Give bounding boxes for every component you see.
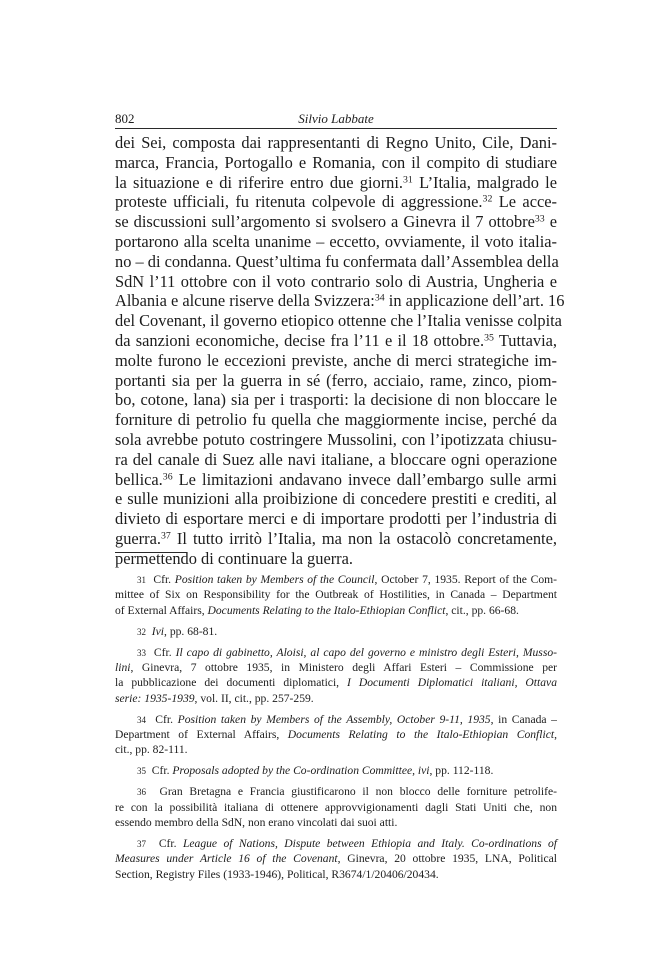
footnote-line-text: mittee of Six on Responsibility for the Outbreak of Hostilities, in Canada – Department [115, 588, 557, 602]
body-line-text: proteste ufficiali, fu ritenuta colpevole di aggressione. [115, 192, 483, 212]
body-line-text: molte furono le eccezioni previste, anche di merci strategiche im- [115, 350, 557, 370]
footnote-line-text: Cfr. League of Nations, Dispute between Ethiopia and Italy. Co-ordinations of [158, 836, 557, 850]
footnote-line [115, 572, 557, 587]
footnote-31 [115, 572, 557, 618]
footnote-line-text: Ivi, pp. 68-81. [151, 624, 218, 638]
footnote-line [115, 815, 557, 830]
body-line [115, 351, 557, 371]
body-line [115, 450, 557, 470]
body-line [115, 153, 557, 173]
footnote-line [115, 587, 557, 602]
footnote-line [115, 712, 557, 727]
body-line-text: Le acce- [492, 192, 557, 212]
footnote-ref[interactable]: 36 [162, 471, 173, 483]
footnote-number: 33 [137, 647, 146, 658]
footnote-34 [115, 712, 557, 758]
footnote-line [115, 800, 557, 815]
footnote-line [115, 675, 557, 690]
body-line-text: no – di condanna. Quest’ultima fu confermata dall’Assemblea della [115, 251, 559, 271]
footnote-ref[interactable]: 34 [374, 292, 385, 304]
body-line [115, 390, 557, 410]
body-line [115, 133, 557, 153]
footnote-line-text: Section, Registry Files (1933-1946), Political, R3674/1/20406/20434. [115, 867, 439, 881]
body-line-text: in applicazione dell’art. 16 [384, 291, 565, 311]
footnote-line [115, 603, 557, 618]
body-line-text: divieto di esportare merci e di importare prodotti per l’industria di [115, 509, 557, 529]
footnote-line [115, 624, 557, 639]
footnote-line-text: cit., pp. 82-111. [115, 743, 188, 757]
body-line-text: e [544, 212, 558, 232]
body-line-text: guerra. [115, 528, 161, 548]
footnote-ref[interactable]: 33 [534, 213, 545, 225]
footnote-line [115, 742, 557, 757]
footnote-number: 36 [137, 787, 146, 798]
footnote-line [115, 851, 557, 866]
footnote-ref[interactable]: 32 [482, 193, 493, 205]
footnote-line-text: Department of External Affairs, Documents Relating to the Italo-Ethiopian Conflict, [115, 728, 557, 742]
footnote-line [115, 836, 557, 851]
body-line [115, 291, 565, 311]
body-line-text: SdN l’11 ottobre con il voto contrario solo di Austria, Ungheria e [115, 271, 557, 291]
body-line [115, 252, 557, 272]
footnote-line-text: serie: 1935-1939, vol. II, cit., pp. 257-259. [115, 691, 314, 705]
footnote-number: 34 [137, 714, 146, 725]
footnote-line [115, 645, 557, 660]
body-line-text: Tuttavia, [493, 330, 558, 350]
footnote-line [115, 691, 557, 706]
body-line-text: la situazione e di riferire entro due giorni. [115, 172, 404, 192]
footnote-line-text: Cfr. Proposals adopted by the Co-ordination Committee, ivi, pp. 112-118. [151, 764, 494, 778]
footnote-line-text: lini, Ginevra, 7 ottobre 1935, in Ministero degli Affari Esteri – Commissione per [115, 660, 557, 674]
footnote-37 [115, 836, 557, 882]
body-line-text: marca, Francia, Portogallo e Romania, con il compito di studiare [115, 152, 557, 172]
body-line-text: da sanzioni economiche, decise fra l’11 e il 18 ottobre. [115, 330, 485, 350]
body-line [115, 529, 557, 549]
body-line [115, 430, 557, 450]
footnote-32 [115, 624, 557, 639]
footnote-line-text: la pubblicazione dei documenti diplomatici, I Documenti Diplomatici italiani, Ottava [115, 676, 557, 690]
body-line-text: portanti sia per la guerra in sé (ferro, acciaio, rame, zinco, piom- [115, 370, 557, 390]
footnote-line [115, 660, 557, 675]
body-line [115, 331, 557, 351]
footnote-number: 31 [137, 575, 146, 585]
footnote-line-text: Cfr. Il capo di gabinetto, Aloisi, al capo del governo e ministro degli Esteri, Musso- [153, 645, 557, 659]
footnote-line [115, 784, 557, 799]
footnote-number: 32 [137, 626, 146, 637]
footnote-number: 37 [137, 838, 146, 849]
body-line [115, 371, 557, 391]
footnote-line [115, 867, 557, 882]
footnote-line-text: Cfr. Position taken by Members of the Council, October 7, 1935. Report of the Com- [153, 573, 558, 586]
body-line-text: Albania e alcune riserve della Svizzera: [115, 291, 375, 311]
page-number: 802 [115, 111, 135, 126]
body-line-text: permettendo di continuare la guerra. [115, 548, 354, 568]
body-line-text: dei Sei, composta dai rappresentanti di Regno Unito, Cile, Dani- [115, 133, 557, 152]
body-line-text: e sulle munizioni alla proibizione di concedere prestiti e crediti, al [115, 489, 557, 509]
body-line [115, 470, 557, 490]
header-rule [115, 128, 557, 129]
body-line [115, 212, 557, 232]
body-line-text: Il tutto irritò l’Italia, ma non la ostacolò concretamente, [170, 528, 557, 548]
body-line-text: del Covenant, il governo etiopico ottenne che l’Italia venisse colpita [115, 311, 562, 331]
body-line [115, 509, 557, 529]
footnote-ref[interactable]: 31 [403, 174, 413, 186]
footnote-line-text: Cfr. Position taken by Members of the Assembly, October 9-11, 1935, in Canada – [155, 712, 557, 726]
footnote-line-text: essendo membro della SdN, non erano vincolati dai suoi atti. [115, 815, 398, 829]
footnote-separator [115, 552, 187, 553]
footnote-ref[interactable]: 37 [160, 530, 171, 542]
footnote-line [115, 763, 557, 778]
footnote-line-text: of External Affairs, Documents Relating to the Italo-Ethiopian Conflict, cit., pp. 66-68. [115, 603, 519, 617]
running-head [115, 111, 557, 127]
footnote-line [115, 727, 557, 742]
body-line [115, 489, 557, 509]
footnote-33 [115, 645, 557, 707]
body-line-text: Le limitazioni andavano invece dall’embargo sulle armi [172, 469, 557, 489]
body-line [115, 311, 562, 331]
body-line-text: forniture di petrolio fu quella che maggiormente incise, perché da [115, 410, 557, 430]
footnote-number: 35 [137, 766, 146, 777]
body-text [115, 133, 565, 569]
body-line [115, 173, 557, 193]
body-line-text: se discussioni sull’argomento si svolsero a Ginevra il 7 ottobre [115, 212, 535, 232]
footnote-35 [115, 763, 557, 778]
body-line-text: sola avrebbe potuto costringere Mussolini, con l’ipotizzata chiusu- [115, 429, 557, 449]
running-title: Silvio Labbate [298, 111, 374, 126]
footnote-line-text: Measures under Article 16 of the Covenant, Ginevra, 20 ottobre 1935, LNA, Political [115, 852, 557, 866]
body-line-text: bo, cotone, lana) sia per i trasporti: la decisione di non bloccare le [115, 390, 557, 410]
body-line [115, 232, 557, 252]
body-line [115, 272, 557, 292]
body-line-text: portarono alla scelta unanime – eccetto, ovviamente, il voto italia- [115, 231, 557, 251]
footnotes [115, 572, 557, 888]
body-line-text: bellica. [115, 469, 163, 489]
footnote-36 [115, 784, 557, 830]
body-line [115, 192, 557, 212]
footnote-ref[interactable]: 35 [484, 332, 494, 344]
footnote-line-text: re con la possibilità italiana di ottenere approvvigionamenti dagli Stati Uniti che, non [115, 800, 557, 814]
body-line [115, 410, 557, 430]
body-line-text: L’Italia, malgrado le [412, 172, 557, 192]
footnote-line-text: Gran Bretagna e Francia giustificarono il non blocco delle forniture petrolife- [159, 785, 557, 799]
body-line-text: ra del canale di Suez alle navi italiane, a bloccare ogni operazione [115, 449, 557, 469]
